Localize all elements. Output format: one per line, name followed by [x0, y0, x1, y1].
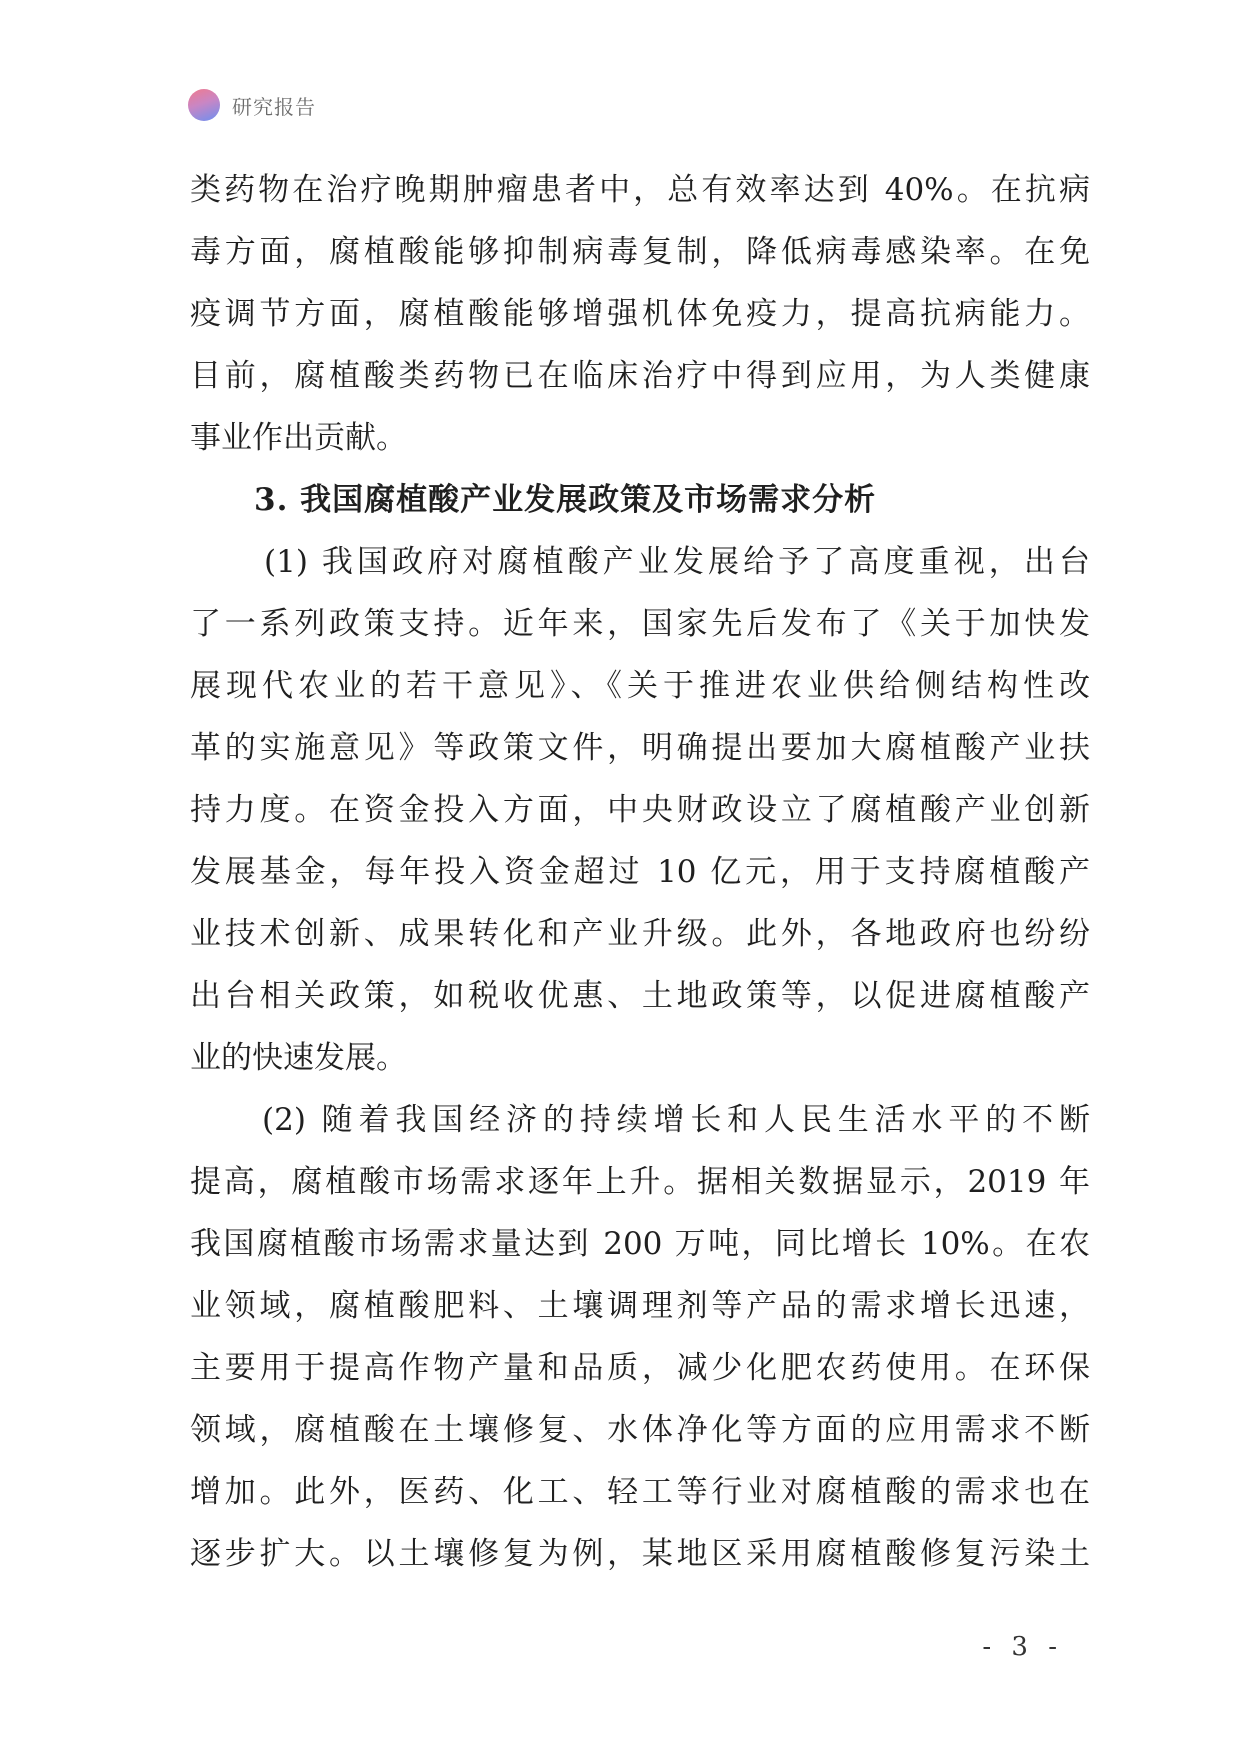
text-line: 出台相关政策，如税收优惠、土地政策等，以促进腐植酸产 — [190, 978, 1090, 1014]
text-line: 业技术创新、成果转化和产业升级。此外，各地政府也纷纷 — [190, 916, 1090, 952]
text-line: 毒方面，腐植酸能够抑制病毒复制，降低病毒感染率。在免 — [190, 234, 1090, 270]
logo-icon — [188, 89, 220, 121]
text-line: 类药物在治疗晚期肿瘤患者中，总有效率达到 40%。在抗病 — [190, 172, 1090, 208]
text-line: 逐步扩大。以土壤修复为例，某地区采用腐植酸修复污染土 — [190, 1536, 1090, 1572]
page-header — [188, 88, 316, 122]
text-line: 革的实施意见》等政策文件，明确提出要加大腐植酸产业扶 — [190, 730, 1090, 766]
text-line: 领域，腐植酸在土壤修复、水体净化等方面的应用需求不断 — [190, 1412, 1090, 1448]
header-title: 研究报告 — [232, 94, 316, 119]
page-number: - 3 - — [982, 1632, 1063, 1662]
text-line: 展现代农业的若干意见》、《关于推进农业供给侧结构性改 — [190, 668, 1090, 704]
paragraph-1 — [190, 159, 1090, 469]
text-line: 发展基金，每年投入资金超过 10 亿元，用于支持腐植酸产 — [190, 854, 1090, 890]
text-line: 目前，腐植酸类药物已在临床治疗中得到应用，为人类健康 — [190, 358, 1090, 394]
paragraph-2 — [190, 531, 1090, 1089]
text-line: (1) 我国政府对腐植酸产业发展给予了高度重视，出台 — [264, 544, 1090, 580]
section-heading: 3. 我国腐植酸产业发展政策及市场需求分析 — [254, 482, 877, 518]
text-line: 事业作出贡献。 — [190, 420, 407, 456]
paragraph-3 — [190, 1089, 1090, 1585]
text-line: 持力度。在资金投入方面，中央财政设立了腐植酸产业创新 — [190, 792, 1090, 828]
text-line: 业的快速发展。 — [190, 1040, 407, 1076]
text-line: (2) 随着我国经济的持续增长和人民生活水平的不断 — [262, 1102, 1090, 1138]
text-line: 了一系列政策支持。近年来，国家先后发布了《关于加快发 — [190, 606, 1090, 642]
text-line: 主要用于提高作物产量和品质，减少化肥农药使用。在环保 — [190, 1350, 1090, 1386]
text-line: 我国腐植酸市场需求量达到 200 万吨，同比增长 10%。在农 — [190, 1226, 1090, 1262]
document-body — [190, 159, 1090, 1585]
text-line: 疫调节方面，腐植酸能够增强机体免疫力，提高抗病能力。 — [190, 296, 1090, 332]
text-line: 提高，腐植酸市场需求逐年上升。据相关数据显示，2019 年 — [190, 1164, 1090, 1200]
text-line: 业领域，腐植酸肥料、土壤调理剂等产品的需求增长迅速， — [190, 1288, 1090, 1324]
text-line: 增加。此外，医药、化工、轻工等行业对腐植酸的需求也在 — [190, 1474, 1090, 1510]
